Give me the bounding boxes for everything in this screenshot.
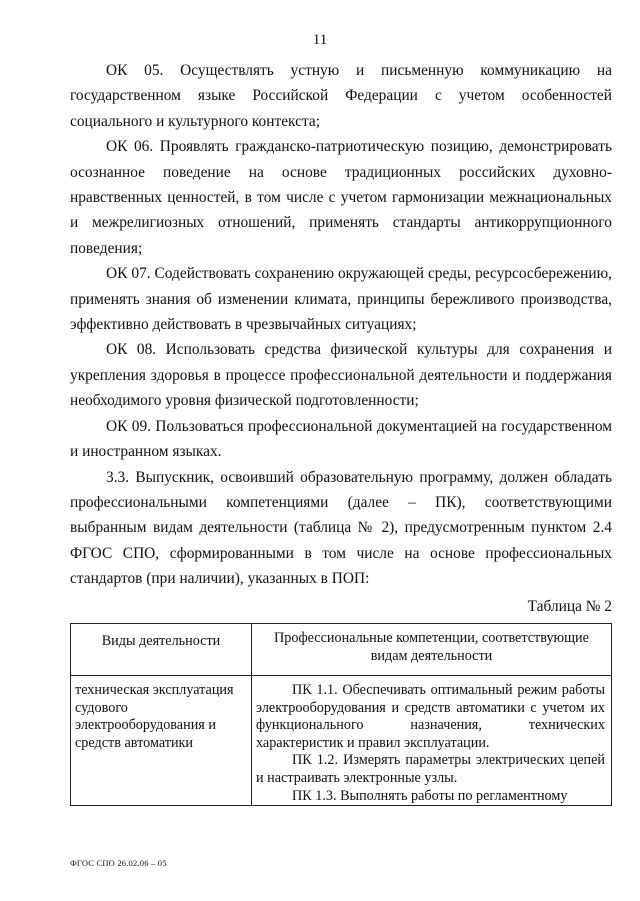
competency-pk-1-1: ПК 1.1. Обеспечивать оптимальный режим работы электрооборудования и средств автоматики с учетом их функционального назначения, технических характеристик и правил эксплуатации.	[256, 681, 605, 751]
paragraph-ok05: ОК 05. Осуществлять устную и письменную коммуникацию на государственном языке Российской Федерации с учетом особенностей социального и культурного контекста;	[70, 62, 612, 130]
header-competencies: Профессиональные компетенции, соответствующие видам деятельности	[252, 623, 612, 675]
competency-table	[70, 623, 612, 806]
competency-pk-1-3: ПК 1.3. Выполнять работы по регламентному	[292, 787, 568, 804]
paragraph-ok08: ОК 08. Использовать средства физической культуры для сохранения и укрепления здоровья в процессе профессиональной деятельности и поддержания необходимого уровня физической подготовленности;	[70, 341, 612, 410]
table-row	[71, 675, 612, 805]
competency-pk-1-2: ПК 1.2. Измерять параметры электрических цепей и настраивать электронные узлы.	[256, 752, 605, 786]
document-body	[70, 58, 612, 806]
activity-cell: техническая эксплуатация судового электрооборудования и средств автоматики	[71, 675, 252, 805]
paragraph-ok06: ОК 06. Проявлять гражданско-патриотическую позицию, демонстрировать осознанное поведение на основе традиционных российских духовно-нравственных ценностей, в том числе с учетом гармонизации межнациональных и межрелигиозных отношений, применять стандарты антикоррупционного поведения;	[70, 138, 612, 257]
page-number: 11	[312, 32, 328, 48]
table-caption: Таблица № 2	[527, 597, 612, 615]
paragraph-ok07: ОК 07. Содействовать сохранению окружающей среды, ресурсосбережению, применять знания об изменении климата, принципы бережливого производства, эффективно действовать в чрезвычайных ситуациях;	[70, 265, 612, 334]
paragraph-3-3: 3.3. Выпускник, освоивший образовательную программу, должен обладать профессиональными компетенциями (далее – ПК), соответствующими выбранным видам деятельности (таблица № 2), предусмотренным пунктом 2.4 ФГОС СПО, сформированными в том числе на основе профессиональных стандартов (при наличии), указанных в ПОП:	[70, 468, 612, 588]
competencies-cell	[252, 675, 612, 805]
table-header-row	[71, 623, 612, 675]
paragraph-ok09: ОК 09. Пользоваться профессиональной документацией на государственном и иностранном языках.	[70, 417, 612, 461]
header-activity: Виды деятельности	[71, 623, 252, 675]
footer-code: ФГОС СПО 26.02.06 – 05	[70, 858, 167, 868]
